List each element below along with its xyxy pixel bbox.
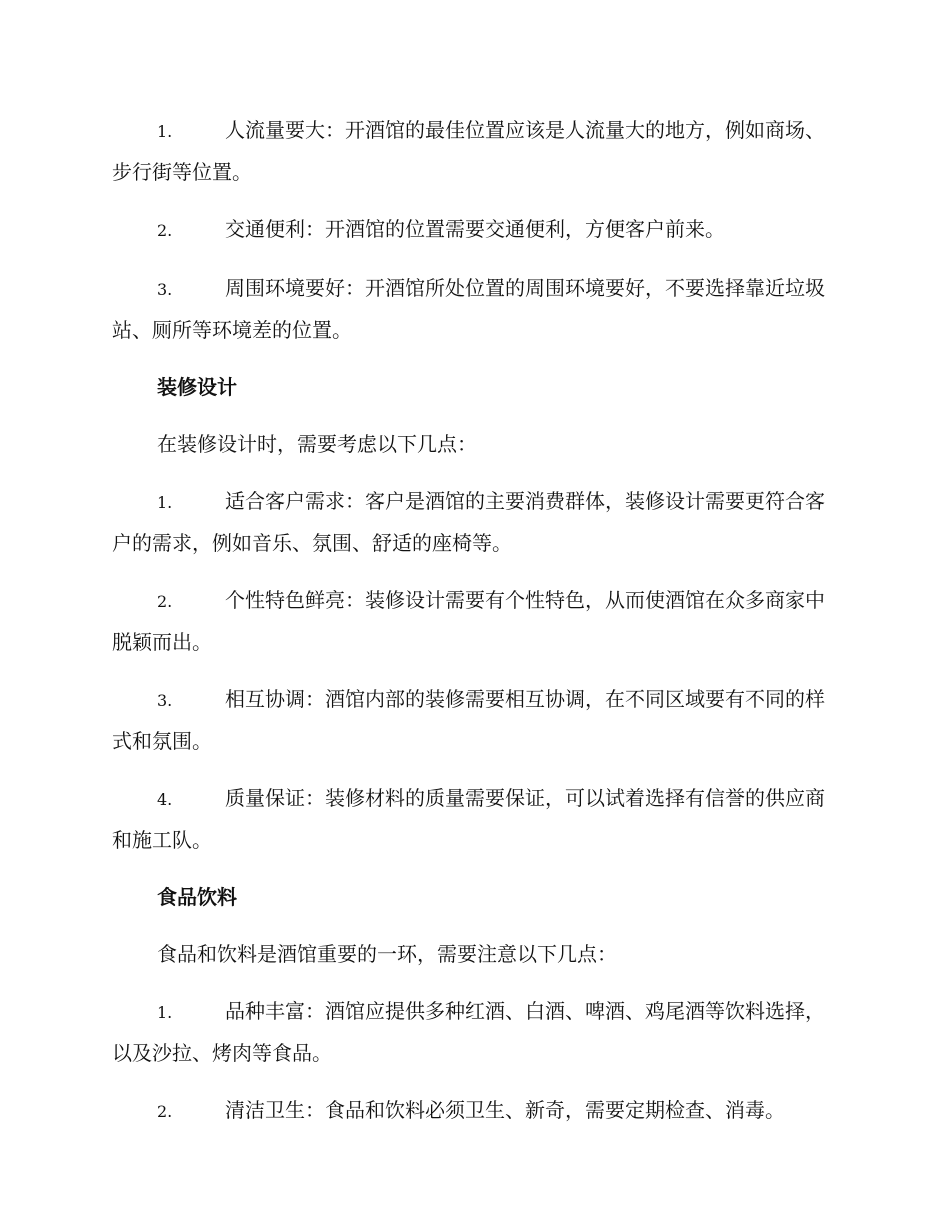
list-text: 清洁卫生：食品和饮料必须卫生、新奇，需要定期检查、消毒。 bbox=[225, 1098, 785, 1122]
list-item bbox=[112, 268, 832, 350]
section-intro: 在装修设计时，需要考虑以下几点： bbox=[157, 432, 477, 456]
section-heading: 食品饮料 bbox=[157, 885, 237, 909]
list-number: 3. bbox=[157, 691, 173, 710]
list-text: 人流量要大：开酒馆的最佳位置应该是人流量大的地方，例如商场、步行街等位置。 bbox=[112, 118, 825, 184]
list-text: 周围环境要好：开酒馆所处位置的周围环境要好，不要选择靠近垃圾站、厕所等环境差的位置。 bbox=[112, 276, 825, 342]
list-item bbox=[112, 1090, 832, 1132]
list-text: 交通便利：开酒馆的位置需要交通便利，方便客户前来。 bbox=[225, 217, 725, 241]
list-number: 2. bbox=[157, 221, 173, 240]
list-item bbox=[112, 778, 832, 860]
list-number: 3. bbox=[157, 280, 173, 299]
list-text: 适合客户需求：客户是酒馆的主要消费群体，装修设计需要更符合客户的需求，例如音乐、氛围、舒适的座椅等。 bbox=[112, 489, 825, 555]
list-number: 4. bbox=[157, 790, 173, 809]
list-text: 个性特色鲜亮：装修设计需要有个性特色，从而使酒馆在众多商家中脱颖而出。 bbox=[112, 588, 825, 654]
list-text: 质量保证：装修材料的质量需要保证，可以试着选择有信誉的供应商和施工队。 bbox=[112, 786, 825, 852]
list-item bbox=[112, 481, 832, 563]
list-number: 1. bbox=[157, 122, 173, 141]
list-text: 相互协调：酒馆内部的装修需要相互协调，在不同区域要有不同的样式和氛围。 bbox=[112, 687, 825, 753]
list-item bbox=[112, 580, 832, 662]
list-text: 品种丰富：酒馆应提供多种红酒、白酒、啤酒、鸡尾酒等饮料选择，以及沙拉、烤肉等食品。 bbox=[112, 999, 825, 1065]
section-intro: 食品和饮料是酒馆重要的一环，需要注意以下几点： bbox=[157, 942, 617, 966]
list-number: 1. bbox=[157, 1003, 173, 1022]
list-item bbox=[112, 209, 832, 251]
list-item bbox=[112, 110, 832, 192]
section-heading: 装修设计 bbox=[157, 375, 237, 399]
list-number: 1. bbox=[157, 493, 173, 512]
list-number: 2. bbox=[157, 1102, 173, 1121]
list-item bbox=[112, 679, 832, 761]
list-item bbox=[112, 991, 832, 1073]
list-number: 2. bbox=[157, 592, 173, 611]
document-body bbox=[112, 110, 832, 1149]
